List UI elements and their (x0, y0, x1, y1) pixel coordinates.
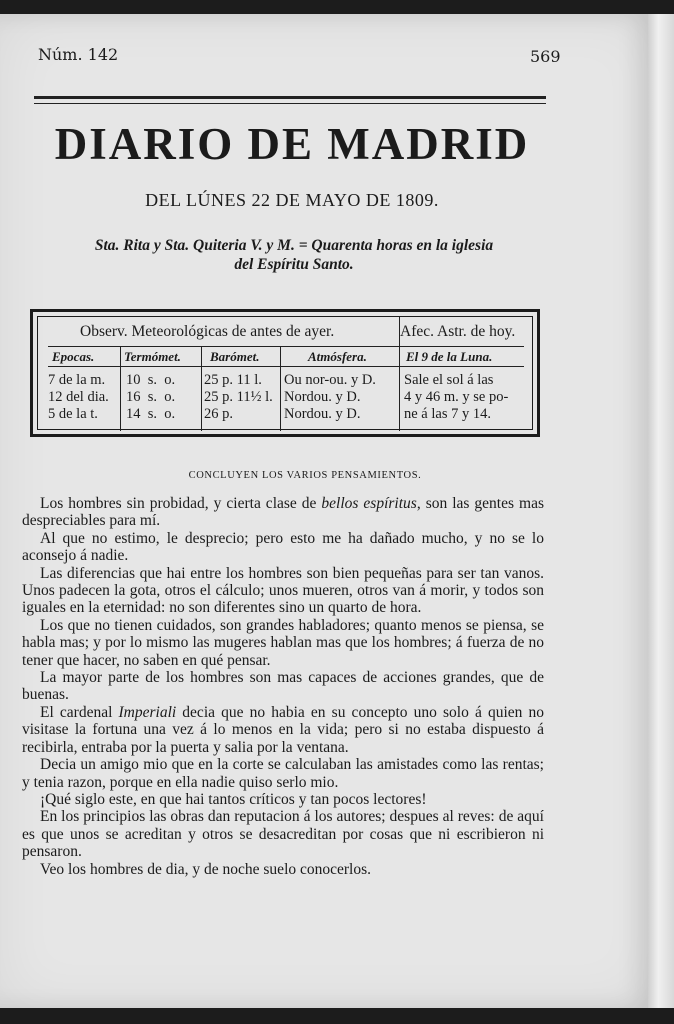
cell-term-2: 16 s. o. (126, 389, 176, 405)
article-body (22, 495, 544, 878)
saints-line-2: del Espíritu Santo. (234, 256, 354, 273)
cell-baro-3: 26 p. (204, 406, 233, 422)
text-run: decia que no habia en su concepto uno solo á quien no visitase la fortuna una vez á lo menos en la vida; pero si no estaba dispuesto á recibirla, entraba por la puerta y salia por la ventana. (22, 703, 544, 756)
italic-run: bellos espíritus (321, 495, 417, 512)
cell-term-3: 14 s. o. (126, 406, 176, 422)
paragraph-10: Veo los hombres de dia, y de noche suelo conocerlos. (40, 860, 372, 878)
col-header-termometro: Termómet. (124, 349, 181, 364)
article-subheading: CONCLUYEN LOS VARIOS PENSAMIENTOS. (188, 470, 422, 481)
dateline: DEL LÚNES 22 DE MAYO DE 1809. (145, 190, 439, 210)
page-number: 569 (530, 47, 561, 66)
paragraph-2: Al que no estimo, le desprecio; pero esto me ha dañado mucho, y no se lo aconsejo á nadie. (22, 529, 544, 565)
col-divider-4 (399, 317, 400, 431)
weather-title-right: Afec. Astr. de hoy. (400, 323, 516, 340)
text-run: , son las gentes mas despreciables para mí. (22, 495, 544, 530)
paragraph-3: Las diferencias que hai entre los hombres son bien pequeñas para ser tan vanos. Unos padecen la gota, otros el cálculo; unos mueren, otros van á morir, y todos son iguales en la eternidad: no son diferentes sino un quarto de hora. (22, 564, 544, 617)
col-header-astro: El 9 de la Luna. (406, 349, 493, 364)
col-divider-3 (280, 346, 281, 431)
cell-atm-1: Ou nor-ou. y D. (284, 372, 376, 388)
text-run: El cardenal (40, 703, 119, 721)
masthead-title: DIARIO DE MADRID (54, 119, 530, 169)
header-rule-thick (34, 96, 546, 99)
cell-epoca-2: 12 del dia. (48, 389, 109, 405)
cell-baro-2: 25 p. 11½ l. (204, 389, 273, 405)
cell-epoca-3: 5 de la t. (48, 406, 98, 422)
weather-table (30, 309, 540, 437)
paragraph-4: Los que no tienen cuidados, son grandes habladores; quanto menos se piensa, se habla mas; y por lo mismo las mugeres hablan mas que los hombres; á fuerza de no tener que hacer, no saben en qué pensar. (22, 616, 544, 669)
col-header-epocas: Epocas. (52, 349, 95, 364)
saints-notice (44, 236, 544, 274)
header-rule-thin (34, 103, 546, 104)
text-run: Los hombres sin probidad, y cierta clase de (40, 495, 322, 512)
saints-line-1: Sta. Rita y Sta. Quiteria V. y M. = Quarenta horas en la iglesia (94, 237, 494, 254)
paragraph-9: En los principios las obras dan reputacion á los autores; despues al reves: de aquí es que unos se acreditan y otros se desacreditan por cosas que ni escribieron ni pensaron. (22, 808, 544, 861)
paragraph-8: ¡Qué siglo este, en que hai tantos críticos y tan pocos lectores! (40, 790, 427, 808)
issue-number: Núm. 142 (38, 45, 119, 64)
cell-atm-2: Nordou. y D. (284, 389, 361, 405)
weather-title-left: Observ. Meteorológicas de antes de ayer. (80, 323, 335, 340)
cell-epoca-1: 7 de la m. (48, 372, 106, 388)
cell-baro-1: 25 p. 11 l. (204, 372, 262, 388)
col-header-barometro: Barómet. (210, 349, 260, 364)
cell-astro-2: 4 y 46 m. y se po- (404, 389, 509, 405)
italic-run: Imperiali (118, 703, 177, 721)
col-header-atmosfera: Atmósfera. (308, 349, 367, 364)
paragraph-1 (22, 495, 544, 530)
col-divider-1 (120, 346, 121, 431)
paragraph-6 (22, 704, 544, 756)
paragraph-7: Decia un amigo mio que en la corte se calculaban las amistades como las rentas; y tenia razon, porque en ella nadie quiso serlo mio. (22, 756, 544, 791)
paragraph-5: La mayor parte de los hombres son mas capaces de acciones grandes, que de buenas. (22, 669, 544, 704)
cell-term-1: 10 s. o. (126, 372, 176, 388)
page-edge (648, 14, 674, 1008)
cell-astro-3: ne á las 7 y 14. (404, 406, 491, 422)
col-divider-2 (201, 346, 202, 431)
cell-astro-1: Sale el sol á las (404, 372, 494, 388)
cell-atm-3: Nordou. y D. (284, 406, 361, 422)
